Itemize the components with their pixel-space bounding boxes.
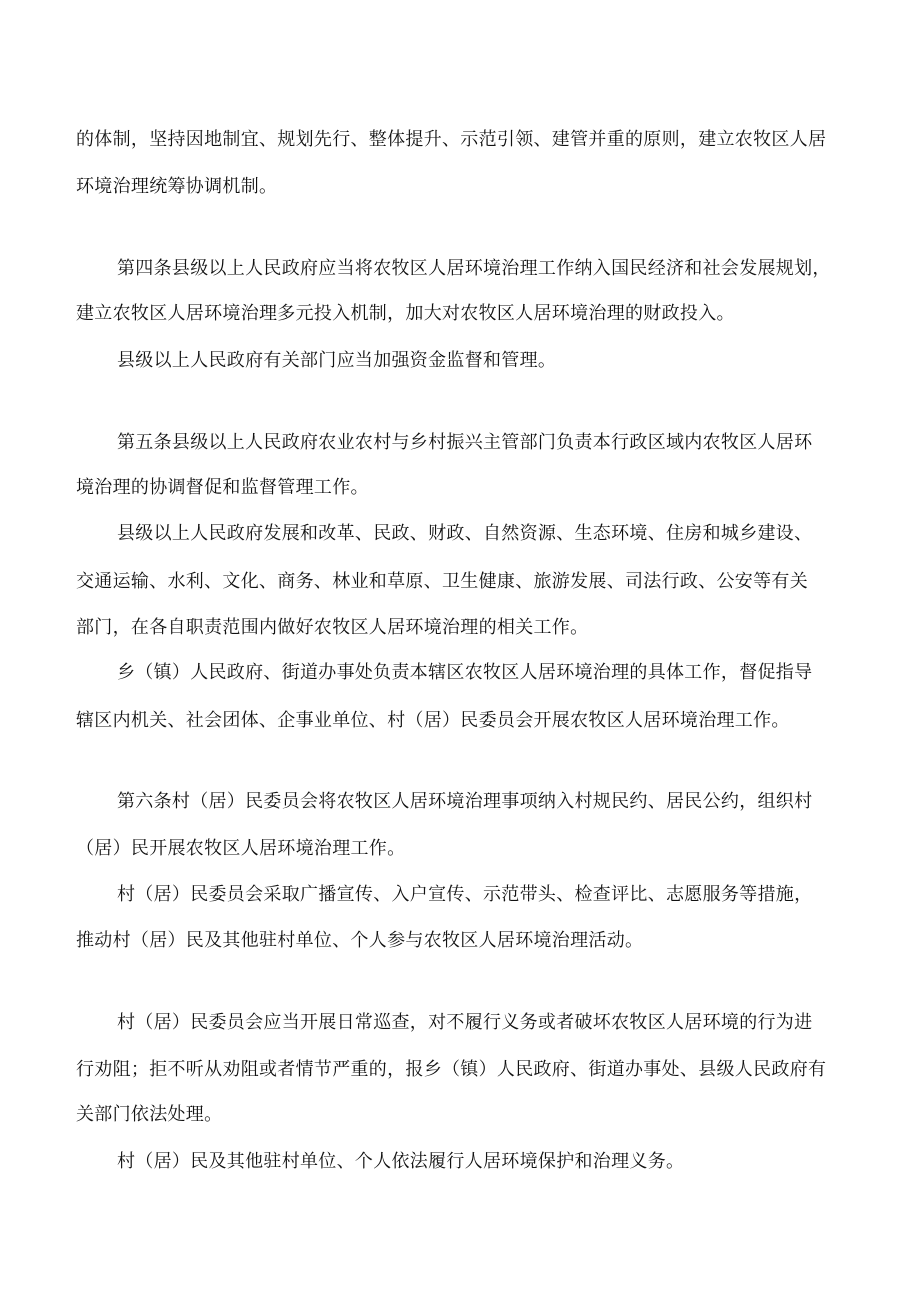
text-line: （居）民开展农牧区人居环境治理工作。 (76, 838, 406, 859)
text-line: 的体制，坚持因地制宜、规划先行、整体提升、示范引领、建管并重的原则，建立农牧区人居 (76, 129, 827, 150)
text-line: 建立农牧区人居环境治理多元投入机制，加大对农牧区人居环境治理的财政投入。 (76, 303, 735, 324)
text-line: 交通运输、水利、文化、商务、林业和草原、卫生健康、旅游发展、司法行政、公安等有关 (76, 571, 808, 592)
text-line: 境治理的协调督促和监督管理工作。 (76, 477, 369, 498)
text-line: 村（居）民委员会应当开展日常巡查，对不履行义务或者破坏农牧区人居环境的行为进 (117, 1012, 813, 1033)
article-6-heading-line: 第六条村（居）民委员会将农牧区人居环境治理事项纳入村规民约、居民公约，组织村 (117, 791, 813, 812)
text-line: 县级以上人民政府发展和改革、民政、财政、自然资源、生态环境、住房和城乡建设、 (117, 523, 813, 544)
text-line: 推动村（居）民及其他驻村单位、个人参与农牧区人居环境治理活动。 (76, 930, 644, 951)
text-line: 县级以上人民政府有关部门应当加强资金监督和管理。 (117, 350, 557, 371)
text-line: 辖区内机关、社会团体、企事业单位、村（居）民委员会开展农牧区人居环境治理工作。 (76, 710, 790, 731)
text-line: 关部门依法处理。 (76, 1104, 223, 1125)
text-line: 环境治理统筹协调机制。 (76, 176, 278, 197)
text-line: 行劝阻；拒不听从劝阻或者情节严重的，报乡（镇）人民政府、街道办事处、县级人民政府有 (76, 1059, 827, 1080)
article-4-heading-line: 第四条县级以上人民政府应当将农牧区人居环境治理工作纳入国民经济和社会发展规划， (117, 258, 831, 279)
article-5-heading-line: 第五条县级以上人民政府农业农村与乡村振兴主管部门负责本行政区域内农牧区人居环 (117, 432, 813, 453)
text-line: 乡（镇）人民政府、街道办事处负责本辖区农牧区人居环境治理的具体工作，督促指导 (117, 662, 813, 683)
text-line: 村（居）民及其他驻村单位、个人依法履行人居环境保护和治理义务。 (117, 1151, 685, 1172)
text-line: 村（居）民委员会采取广播宣传、入户宣传、示范带头、检查评比、志愿服务等措施， (117, 884, 813, 905)
text-line: 部门，在各自职责范围内做好农牧区人居环境治理的相关工作。 (76, 617, 589, 638)
